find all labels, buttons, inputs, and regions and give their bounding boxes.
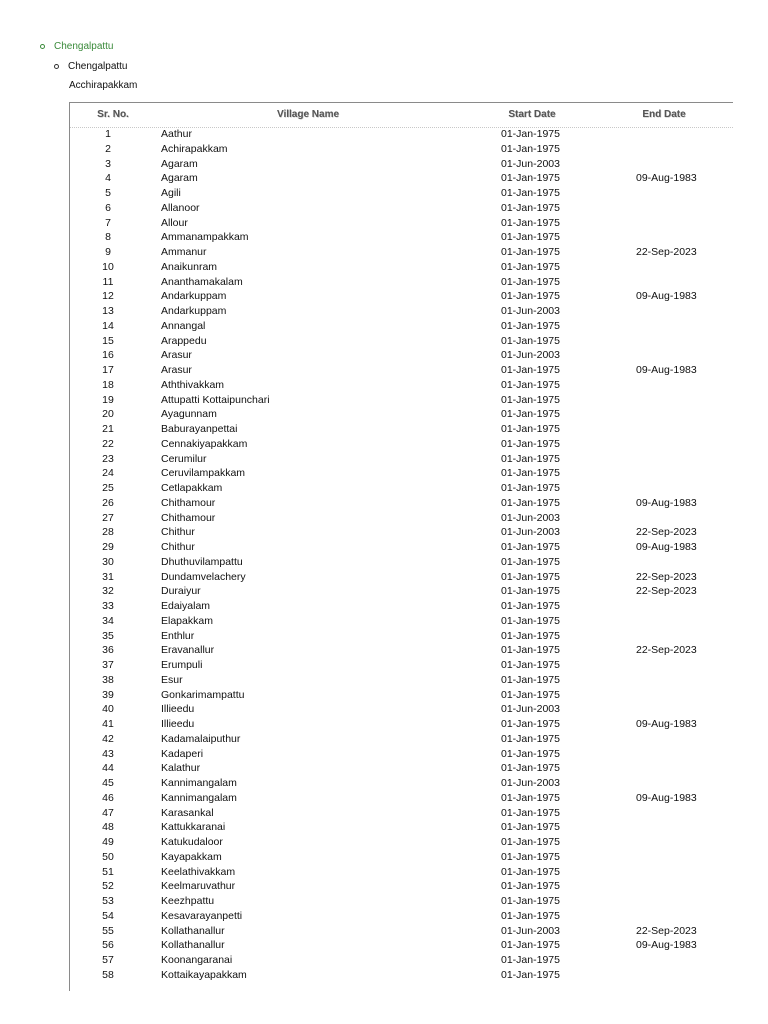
cell-village-name: Elapakkam <box>161 614 213 627</box>
cell-sr-no: 54 <box>102 909 114 922</box>
cell-village-name: Keelmaruvathur <box>161 880 236 893</box>
cell-sr-no: 5 <box>105 187 111 199</box>
table-row <box>70 216 733 231</box>
cell-start-date: 01-Jan-1975 <box>501 614 560 627</box>
table-row <box>70 791 733 806</box>
cell-sr-no: 24 <box>102 467 114 480</box>
cell-start-date: 01-Jan-1975 <box>501 688 560 701</box>
cell-sr-no: 53 <box>102 895 114 907</box>
cell-start-date: 01-Jan-1975 <box>501 939 560 952</box>
cell-start-date: 01-Jan-1975 <box>501 821 560 834</box>
cell-village-name: Ammanampakkam <box>161 231 249 244</box>
cell-village-name: Kollathanallur <box>161 939 225 952</box>
header-end-date[interactable]: End Date <box>642 109 686 120</box>
cell-sr-no: 7 <box>105 216 111 229</box>
table-row <box>70 363 733 378</box>
cell-start-date: 01-Jan-1975 <box>501 275 560 288</box>
cell-start-date: 01-Jan-1975 <box>501 747 560 760</box>
cell-start-date: 01-Jan-1975 <box>501 496 560 509</box>
cell-start-date: 01-Jan-1975 <box>501 246 560 258</box>
cell-end-date: 09-Aug-1983 <box>636 290 697 303</box>
table-row <box>70 407 733 422</box>
cell-village-name: Kannimangalam <box>161 777 237 789</box>
cell-sr-no: 45 <box>102 777 114 789</box>
cell-sr-no: 38 <box>102 673 114 686</box>
cell-sr-no: 56 <box>102 939 114 952</box>
cell-village-name: Ayagunnam <box>161 408 217 421</box>
table-row <box>70 909 733 924</box>
cell-sr-no: 21 <box>102 423 114 435</box>
cell-sr-no: 50 <box>102 850 114 863</box>
cell-end-date: 09-Aug-1983 <box>636 718 697 730</box>
cell-end-date: 22-Sep-2023 <box>636 570 697 583</box>
table-row <box>70 938 733 953</box>
cell-village-name: Kadaperi <box>161 747 204 760</box>
cell-start-date: 01-Jan-1975 <box>501 732 560 745</box>
cell-sr-no: 18 <box>102 378 114 391</box>
table-row <box>70 953 733 968</box>
cell-start-date: 01-Jan-1975 <box>501 452 560 465</box>
cell-sr-no: 29 <box>102 541 114 553</box>
cell-sr-no: 19 <box>102 393 114 406</box>
cell-start-date: 01-Jan-1975 <box>501 644 560 657</box>
table-row <box>70 260 733 275</box>
table-row <box>70 289 733 304</box>
table-row <box>70 555 733 570</box>
cell-village-name: Chithamour <box>161 496 216 509</box>
cell-end-date: 09-Aug-1983 <box>636 939 697 952</box>
cell-village-name: Dundamvelachery <box>161 570 246 583</box>
cell-start-date: 01-Jan-1975 <box>501 600 560 612</box>
cell-start-date: 01-Jun-2003 <box>501 305 560 317</box>
cell-sr-no: 37 <box>102 659 114 671</box>
cell-start-date: 01-Jan-1975 <box>501 836 560 848</box>
village-table <box>69 102 733 991</box>
cell-village-name: Kesavarayanpetti <box>161 909 243 922</box>
cell-sr-no: 15 <box>102 334 114 347</box>
table-row <box>70 688 733 703</box>
header-sr-no[interactable]: Sr. No. <box>97 109 129 120</box>
cell-village-name: Duraiyur <box>161 585 201 598</box>
table-row <box>70 643 733 658</box>
cell-start-date: 01-Jun-2003 <box>501 511 560 524</box>
table-row <box>70 820 733 835</box>
district-link[interactable]: Chengalpattu <box>54 40 114 52</box>
cell-start-date: 01-Jan-1975 <box>501 629 560 642</box>
cell-sr-no: 39 <box>102 688 114 701</box>
table-row <box>70 702 733 717</box>
cell-village-name: Attupatti Kottaipunchari <box>161 393 270 406</box>
cell-start-date: 01-Jun-2003 <box>501 703 560 716</box>
cell-village-name: Keezhpattu <box>161 895 215 907</box>
cell-sr-no: 6 <box>105 201 111 214</box>
table-row <box>70 968 733 983</box>
breadcrumb-taluk[interactable] <box>54 59 128 73</box>
cell-village-name: Kottaikayapakkam <box>161 968 247 981</box>
cell-village-name: Chithur <box>161 526 195 539</box>
cell-start-date: 01-Jan-1975 <box>501 201 560 214</box>
table-row <box>70 481 733 496</box>
cell-start-date: 01-Jan-1975 <box>501 718 560 730</box>
cell-start-date: 01-Jan-1975 <box>501 541 560 553</box>
cell-village-name: Achirapakkam <box>161 142 228 155</box>
table-row <box>70 186 733 201</box>
cell-start-date: 01-Jan-1975 <box>501 850 560 863</box>
table-row <box>70 201 733 216</box>
cell-village-name: Agili <box>161 187 181 199</box>
cell-end-date: 09-Aug-1983 <box>636 496 697 509</box>
cell-village-name: Aathur <box>161 128 192 140</box>
cell-sr-no: 20 <box>102 408 114 421</box>
cell-sr-no: 28 <box>102 526 114 539</box>
cell-sr-no: 23 <box>102 452 114 465</box>
taluk-label[interactable]: Chengalpattu <box>68 60 128 72</box>
cell-start-date: 01-Jan-1975 <box>501 482 560 494</box>
table-row <box>70 157 733 172</box>
cell-end-date: 22-Sep-2023 <box>636 526 697 539</box>
cell-end-date: 09-Aug-1983 <box>636 541 697 553</box>
cell-sr-no: 52 <box>102 880 114 893</box>
cell-sr-no: 27 <box>102 511 114 524</box>
cell-sr-no: 46 <box>102 791 114 804</box>
table-row <box>70 629 733 644</box>
table-row <box>70 393 733 408</box>
cell-sr-no: 2 <box>105 142 111 155</box>
cell-start-date: 01-Jan-1975 <box>501 128 560 140</box>
firka-title: Acchirapakkam <box>69 80 138 91</box>
cell-end-date: 09-Aug-1983 <box>636 791 697 804</box>
cell-start-date: 01-Jan-1975 <box>501 954 560 966</box>
cell-sr-no: 57 <box>102 954 114 966</box>
table-row <box>70 599 733 614</box>
table-row <box>70 584 733 599</box>
cell-sr-no: 34 <box>102 614 114 627</box>
header-start-date[interactable]: Start Date <box>508 109 556 120</box>
table-row <box>70 717 733 732</box>
cell-village-name: Cerumilur <box>161 452 207 465</box>
cell-village-name: Kattukkaranai <box>161 821 226 834</box>
cell-start-date: 01-Jan-1975 <box>501 393 560 406</box>
cell-village-name: Karasankal <box>161 806 214 819</box>
cell-sr-no: 31 <box>102 570 114 583</box>
cell-start-date: 01-Jan-1975 <box>501 334 560 347</box>
cell-start-date: 01-Jan-1975 <box>501 319 560 332</box>
cell-start-date: 01-Jan-1975 <box>501 806 560 819</box>
cell-start-date: 01-Jun-2003 <box>501 526 560 539</box>
cell-sr-no: 12 <box>102 290 114 303</box>
cell-village-name: Koonangaranai <box>161 954 233 966</box>
cell-start-date: 01-Jan-1975 <box>501 364 560 376</box>
table-row <box>70 511 733 526</box>
cell-village-name: Kalathur <box>161 762 201 775</box>
cell-sr-no: 41 <box>102 718 114 730</box>
cell-village-name: Enthlur <box>161 629 195 642</box>
cell-end-date: 22-Sep-2023 <box>636 924 697 937</box>
cell-village-name: Agaram <box>161 172 198 185</box>
table-row <box>70 142 733 157</box>
cell-village-name: Ananthamakalam <box>161 275 243 288</box>
cell-sr-no: 43 <box>102 747 114 760</box>
table-row <box>70 171 733 186</box>
table-row <box>70 761 733 776</box>
cell-start-date: 01-Jan-1975 <box>501 216 560 229</box>
header-village-name[interactable]: Village Name <box>276 109 340 120</box>
cell-village-name: Andarkuppam <box>161 305 227 317</box>
cell-start-date: 01-Jan-1975 <box>501 968 560 981</box>
cell-sr-no: 26 <box>102 496 114 509</box>
cell-start-date: 01-Jan-1975 <box>501 570 560 583</box>
cell-sr-no: 8 <box>105 231 111 244</box>
cell-sr-no: 3 <box>105 157 111 170</box>
table-row <box>70 348 733 363</box>
table-row <box>70 673 733 688</box>
cell-start-date: 01-Jan-1975 <box>501 880 560 893</box>
cell-start-date: 01-Jan-1975 <box>501 378 560 391</box>
cell-start-date: 01-Jan-1975 <box>501 555 560 568</box>
cell-sr-no: 42 <box>102 732 114 745</box>
cell-village-name: Cennakiyapakkam <box>161 437 248 450</box>
cell-sr-no: 55 <box>102 924 114 937</box>
cell-sr-no: 4 <box>105 172 111 185</box>
table-row <box>70 304 733 319</box>
cell-start-date: 01-Jan-1975 <box>501 895 560 907</box>
cell-village-name: Aththivakkam <box>161 378 225 391</box>
cell-end-date: 22-Sep-2023 <box>636 644 697 657</box>
cell-sr-no: 9 <box>105 246 111 258</box>
table-row <box>70 747 733 762</box>
circle-bullet-icon <box>54 64 59 69</box>
cell-sr-no: 44 <box>102 762 114 775</box>
cell-village-name: Katukudaloor <box>161 836 223 848</box>
table-row <box>70 422 733 437</box>
cell-end-date: 22-Sep-2023 <box>636 585 697 598</box>
cell-start-date: 01-Jan-1975 <box>501 673 560 686</box>
table-row <box>70 230 733 245</box>
cell-start-date: 01-Jan-1975 <box>501 290 560 303</box>
cell-sr-no: 36 <box>102 644 114 657</box>
table-body <box>70 127 733 983</box>
cell-start-date: 01-Jan-1975 <box>501 423 560 435</box>
cell-sr-no: 47 <box>102 806 114 819</box>
cell-end-date: 22-Sep-2023 <box>636 246 697 258</box>
cell-village-name: Kayapakkam <box>161 850 222 863</box>
table-row <box>70 466 733 481</box>
cell-village-name: Kadamalaiputhur <box>161 732 241 745</box>
cell-village-name: Arasur <box>161 349 192 362</box>
cell-sr-no: 11 <box>102 275 114 288</box>
cell-village-name: Esur <box>161 673 183 686</box>
table-row <box>70 776 733 791</box>
cell-sr-no: 22 <box>102 437 114 450</box>
cell-village-name: Edaiyalam <box>161 600 211 612</box>
cell-village-name: Illieedu <box>161 703 195 716</box>
cell-village-name: Illieedu <box>161 718 195 730</box>
cell-village-name: Chithamour <box>161 511 216 524</box>
cell-village-name: Agaram <box>161 157 198 170</box>
table-row <box>70 127 733 142</box>
table-row <box>70 879 733 894</box>
table-row <box>70 924 733 939</box>
cell-village-name: Ceruvilampakkam <box>161 467 246 480</box>
cell-sr-no: 10 <box>102 260 114 273</box>
cell-sr-no: 25 <box>102 482 114 494</box>
cell-start-date: 01-Jan-1975 <box>501 909 560 922</box>
table-row <box>70 614 733 629</box>
table-row <box>70 658 733 673</box>
cell-village-name: Annangal <box>161 319 206 332</box>
cell-start-date: 01-Jan-1975 <box>501 260 560 273</box>
table-row <box>70 496 733 511</box>
cell-start-date: 01-Jan-1975 <box>501 437 560 450</box>
cell-sr-no: 33 <box>102 600 114 612</box>
cell-village-name: Eravanallur <box>161 644 215 657</box>
cell-village-name: Keelathivakkam <box>161 865 236 878</box>
cell-end-date: 09-Aug-1983 <box>636 364 697 376</box>
cell-sr-no: 32 <box>102 585 114 598</box>
cell-village-name: Gonkarimampattu <box>161 688 245 701</box>
table-row <box>70 245 733 260</box>
cell-sr-no: 51 <box>102 865 114 878</box>
cell-village-name: Cetlapakkam <box>161 482 223 494</box>
table-row <box>70 732 733 747</box>
cell-sr-no: 40 <box>102 703 114 716</box>
table-row <box>70 452 733 467</box>
table-row <box>70 850 733 865</box>
table-row <box>70 570 733 585</box>
cell-start-date: 01-Jun-2003 <box>501 777 560 789</box>
cell-start-date: 01-Jan-1975 <box>501 585 560 598</box>
cell-village-name: Baburayanpettai <box>161 423 238 435</box>
table-row <box>70 835 733 850</box>
table-row <box>70 540 733 555</box>
cell-sr-no: 30 <box>102 555 114 568</box>
cell-village-name: Ammanur <box>161 246 207 258</box>
cell-sr-no: 14 <box>102 319 114 332</box>
table-row <box>70 378 733 393</box>
cell-sr-no: 49 <box>102 836 114 848</box>
table-row <box>70 525 733 540</box>
cell-sr-no: 17 <box>102 364 114 376</box>
cell-village-name: Allour <box>161 216 188 229</box>
cell-sr-no: 35 <box>102 629 114 642</box>
cell-village-name: Kannimangalam <box>161 791 237 804</box>
cell-sr-no: 48 <box>102 821 114 834</box>
table-row <box>70 437 733 452</box>
cell-start-date: 01-Jan-1975 <box>501 187 560 199</box>
cell-end-date: 09-Aug-1983 <box>636 172 697 185</box>
cell-start-date: 01-Jan-1975 <box>501 467 560 480</box>
table-row <box>70 894 733 909</box>
cell-start-date: 01-Jan-1975 <box>501 172 560 185</box>
cell-village-name: Kollathanallur <box>161 924 225 937</box>
cell-start-date: 01-Jun-2003 <box>501 157 560 170</box>
cell-village-name: Anaikunram <box>161 260 218 273</box>
table-row <box>70 334 733 349</box>
table-header <box>70 103 733 128</box>
cell-start-date: 01-Jan-1975 <box>501 865 560 878</box>
cell-village-name: Dhuthuvilampattu <box>161 555 243 568</box>
cell-start-date: 01-Jan-1975 <box>501 231 560 244</box>
cell-village-name: Arappedu <box>161 334 207 347</box>
cell-sr-no: 58 <box>102 968 114 981</box>
cell-start-date: 01-Jan-1975 <box>501 408 560 421</box>
circle-bullet-icon <box>40 44 45 49</box>
table-row <box>70 865 733 880</box>
cell-village-name: Arasur <box>161 364 192 376</box>
table-row <box>70 319 733 334</box>
cell-sr-no: 13 <box>102 305 114 317</box>
cell-start-date: 01-Jan-1975 <box>501 142 560 155</box>
cell-start-date: 01-Jan-1975 <box>501 791 560 804</box>
cell-sr-no: 16 <box>102 349 114 362</box>
cell-village-name: Andarkuppam <box>161 290 227 303</box>
cell-sr-no: 1 <box>105 128 111 140</box>
table-row <box>70 275 733 290</box>
cell-start-date: 01-Jan-1975 <box>501 762 560 775</box>
cell-start-date: 01-Jun-2003 <box>501 349 560 362</box>
cell-village-name: Allanoor <box>161 201 200 214</box>
cell-village-name: Chithur <box>161 541 195 553</box>
cell-start-date: 01-Jan-1975 <box>501 659 560 671</box>
breadcrumb-district[interactable] <box>40 39 114 53</box>
cell-village-name: Erumpuli <box>161 659 203 671</box>
table-row <box>70 806 733 821</box>
cell-start-date: 01-Jun-2003 <box>501 924 560 937</box>
